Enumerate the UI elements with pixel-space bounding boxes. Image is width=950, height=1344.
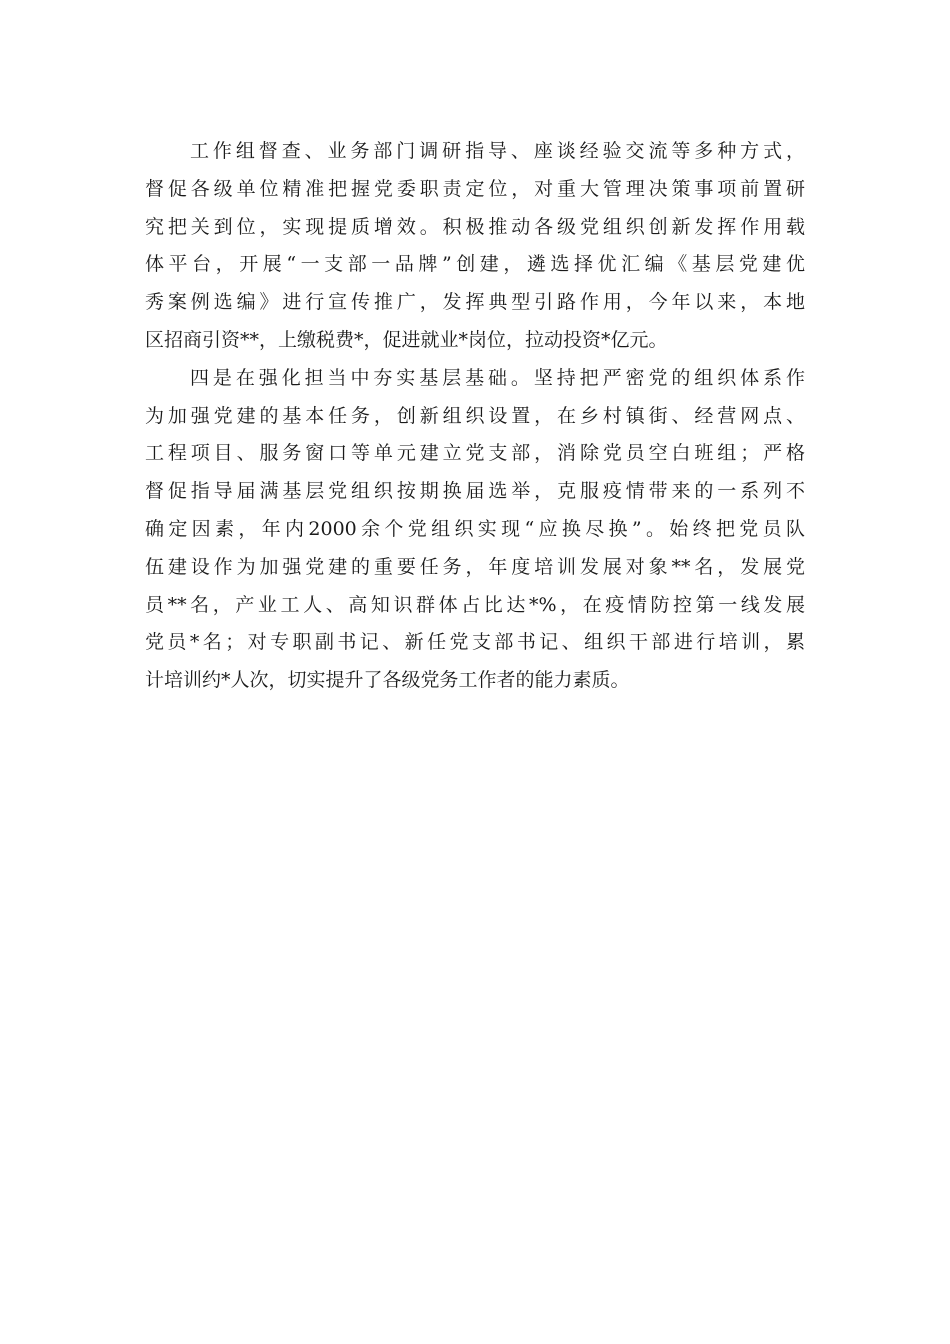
text-line: 督促指导届满基层党组织按期换届选举，克服疫情带来的一系列不 <box>145 480 805 503</box>
text-line: 伍建设作为加强党建的重要任务，年度培训发展对象**名，发展党 <box>145 555 805 578</box>
text-line: 体平台，开展“一支部一品牌”创建，遴选择优汇编《基层党建优 <box>145 253 805 276</box>
text-line: 究把关到位，实现提质增效。积极推动各级党组织创新发挥作用载 <box>145 215 805 238</box>
text-line: 党员*名；对专职副书记、新任党支部书记、组织干部进行培训，累 <box>145 631 805 654</box>
text-line: 四是在强化担当中夯实基层基础。坚持把严密党的组织体系作 <box>190 366 805 389</box>
document-body <box>145 133 805 700</box>
text-line: 为加强党建的基本任务，创新组织设置，在乡村镇街、经营网点、 <box>145 404 805 427</box>
text-line: 区招商引资**，上缴税费*，促进就业*岗位，拉动投资*亿元。 <box>145 328 668 351</box>
text-line: 工作组督查、业务部门调研指导、座谈经验交流等多种方式， <box>190 140 805 162</box>
text-line: 计培训约*人次，切实提升了各级党务工作者的能力素质。 <box>145 669 630 692</box>
text-line: 秀案例选编》进行宣传推广，发挥典型引路作用，今年以来，本地 <box>145 291 805 314</box>
text-line: 工程项目、服务窗口等单元建立党支部，消除党员空白班组；严格 <box>145 442 805 465</box>
text-line: 员**名，产业工人、高知识群体占比达*%，在疫情防控第一线发展 <box>145 593 805 616</box>
text-line: 确定因素，年内2000余个党组织实现“应换尽换”。始终把党员队 <box>145 517 805 540</box>
text-line: 督促各级单位精准把握党委职责定位，对重大管理决策事项前置研 <box>145 177 805 200</box>
paragraph-1 <box>145 133 805 360</box>
paragraph-2 <box>145 360 805 700</box>
